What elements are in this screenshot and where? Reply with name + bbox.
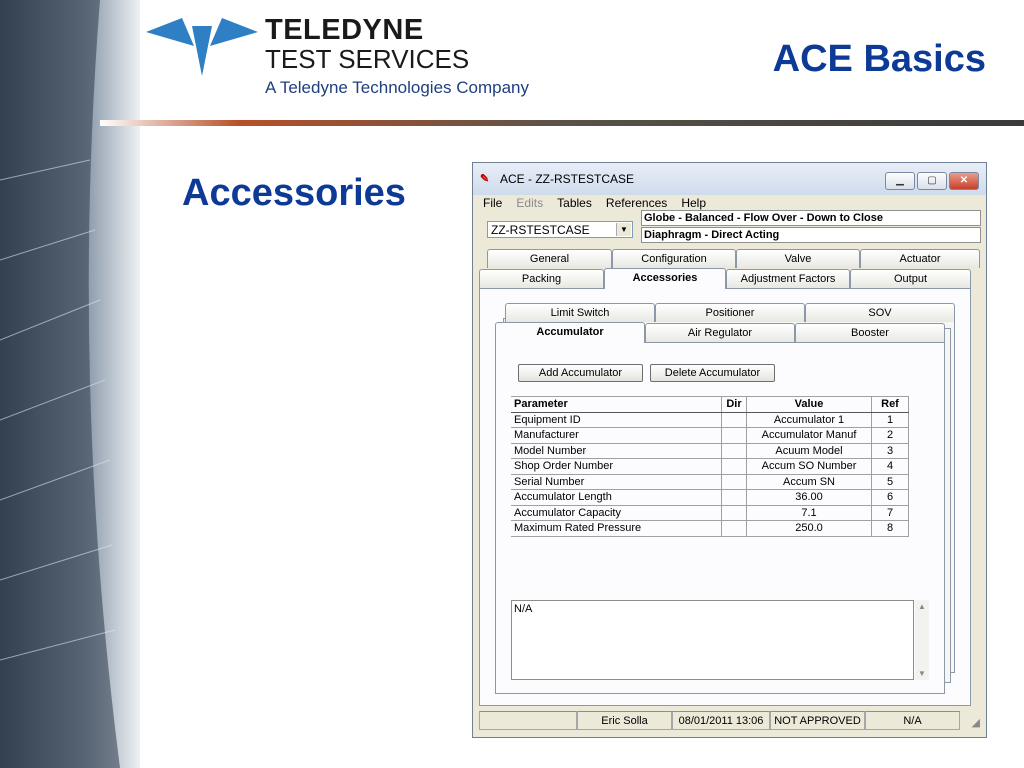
status-cell-blank — [479, 711, 577, 730]
cell-ref[interactable]: 8 — [872, 521, 909, 537]
brand-division: TEST SERVICES — [265, 44, 470, 74]
decorative-side-art — [0, 0, 140, 768]
cell-dir[interactable] — [722, 412, 747, 428]
column-header-ref: Ref — [872, 397, 909, 413]
accumulator-parameter-table — [511, 396, 909, 537]
dropdown-arrow-icon[interactable]: ▼ — [616, 223, 631, 236]
table-row[interactable] — [511, 443, 909, 459]
scroll-up-icon[interactable]: ▲ — [918, 602, 926, 611]
tab-packing[interactable]: Packing — [479, 269, 604, 288]
cell-value[interactable]: Accum SO Number — [747, 459, 872, 475]
resize-grip-icon[interactable]: ◢ — [971, 717, 980, 729]
table-row[interactable] — [511, 521, 909, 537]
app-icon: ✎ — [480, 173, 490, 185]
menu-bar — [483, 196, 717, 210]
cell-value[interactable]: Accum SN — [747, 474, 872, 490]
cell-ref[interactable]: 1 — [872, 412, 909, 428]
cell-value[interactable]: 7.1 — [747, 505, 872, 521]
minimize-button[interactable]: ▁ — [885, 172, 915, 190]
cell-value[interactable]: 250.0 — [747, 521, 872, 537]
cell-parameter: Accumulator Length — [511, 490, 722, 506]
table-header-row — [511, 397, 909, 413]
cell-dir[interactable] — [722, 490, 747, 506]
cell-dir[interactable] — [722, 474, 747, 490]
cell-ref[interactable]: 4 — [872, 459, 909, 475]
cell-dir[interactable] — [722, 459, 747, 475]
table-row[interactable] — [511, 490, 909, 506]
subtab-sov[interactable]: SOV — [805, 303, 955, 322]
close-button[interactable]: ✕ — [949, 172, 979, 190]
delete-accumulator-button[interactable]: Delete Accumulator — [650, 364, 775, 382]
actuator-type-info: Diaphragm - Direct Acting — [641, 227, 981, 243]
ace-window — [472, 162, 987, 738]
menu-edits[interactable]: Edits — [516, 196, 544, 210]
tag-select-value: ZZ-RSTESTCASE — [491, 223, 590, 237]
window-titlebar[interactable] — [473, 163, 986, 195]
add-accumulator-button[interactable]: Add Accumulator — [518, 364, 643, 382]
tab-accessories[interactable]: Accessories — [604, 268, 726, 289]
cell-ref[interactable]: 5 — [872, 474, 909, 490]
menu-help[interactable]: Help — [681, 196, 707, 210]
status-approval: NOT APPROVED — [770, 711, 865, 730]
brand-name: TELEDYNE — [265, 14, 424, 46]
cell-value[interactable]: 36.00 — [747, 490, 872, 506]
tab-valve[interactable]: Valve — [736, 249, 860, 268]
cell-dir[interactable] — [722, 521, 747, 537]
table-row[interactable] — [511, 505, 909, 521]
slide-heading: Accessories — [182, 172, 406, 214]
table-row[interactable] — [511, 428, 909, 444]
tab-adjustment-factors[interactable]: Adjustment Factors — [726, 269, 850, 288]
subtab-positioner[interactable]: Positioner — [655, 303, 805, 322]
cell-parameter: Shop Order Number — [511, 459, 722, 475]
menu-file[interactable]: File — [483, 196, 503, 210]
cell-value[interactable]: Accumulator 1 — [747, 412, 872, 428]
brand-tagline: A Teledyne Technologies Company — [265, 78, 529, 97]
cell-parameter: Manufacturer — [511, 428, 722, 444]
menu-references[interactable]: References — [605, 196, 668, 210]
valve-type-info: Globe - Balanced - Flow Over - Down to Close — [641, 210, 981, 226]
cell-ref[interactable]: 6 — [872, 490, 909, 506]
status-ref: N/A — [865, 711, 960, 730]
status-bar — [479, 711, 982, 731]
header-divider — [100, 118, 1024, 128]
column-header-dir: Dir — [722, 397, 747, 413]
tab-output[interactable]: Output — [850, 269, 971, 288]
subtab-accumulator[interactable]: Accumulator — [495, 322, 645, 343]
notes-scrollbar[interactable] — [915, 600, 929, 680]
cell-dir[interactable] — [722, 505, 747, 521]
cell-value[interactable]: Acuum Model — [747, 443, 872, 459]
cell-ref[interactable]: 7 — [872, 505, 909, 521]
deck-title: ACE Basics — [772, 38, 986, 80]
cell-ref[interactable]: 2 — [872, 428, 909, 444]
status-datetime: 08/01/2011 13:06 — [672, 711, 770, 730]
cell-ref[interactable]: 3 — [872, 443, 909, 459]
cell-parameter: Maximum Rated Pressure — [511, 521, 722, 537]
menu-tables[interactable]: Tables — [557, 196, 592, 210]
column-header-value: Value — [747, 397, 872, 413]
subtab-booster[interactable]: Booster — [795, 323, 945, 342]
tab-configuration[interactable]: Configuration — [612, 249, 736, 268]
window-title: ACE - ZZ-RSTESTCASE — [500, 172, 635, 186]
tag-select[interactable] — [487, 221, 633, 238]
maximize-button[interactable]: ▢ — [917, 172, 947, 190]
cell-parameter: Equipment ID — [511, 412, 722, 428]
table-row[interactable] — [511, 474, 909, 490]
subtab-air-regulator[interactable]: Air Regulator — [645, 323, 795, 342]
table-row[interactable] — [511, 412, 909, 428]
teledyne-logo — [146, 18, 258, 80]
tab-general[interactable]: General — [487, 249, 612, 268]
column-header-parameter: Parameter — [511, 397, 722, 413]
subtab-limit-switch[interactable]: Limit Switch — [505, 303, 655, 322]
cell-parameter: Serial Number — [511, 474, 722, 490]
cell-parameter: Model Number — [511, 443, 722, 459]
tab-actuator[interactable]: Actuator — [860, 249, 980, 268]
status-user: Eric Solla — [577, 711, 672, 730]
cell-value[interactable]: Accumulator Manuf — [747, 428, 872, 444]
scroll-down-icon[interactable]: ▼ — [918, 669, 926, 678]
cell-dir[interactable] — [722, 428, 747, 444]
cell-parameter: Accumulator Capacity — [511, 505, 722, 521]
notes-textarea[interactable]: N/A — [511, 600, 914, 680]
table-row[interactable] — [511, 459, 909, 475]
cell-dir[interactable] — [722, 443, 747, 459]
